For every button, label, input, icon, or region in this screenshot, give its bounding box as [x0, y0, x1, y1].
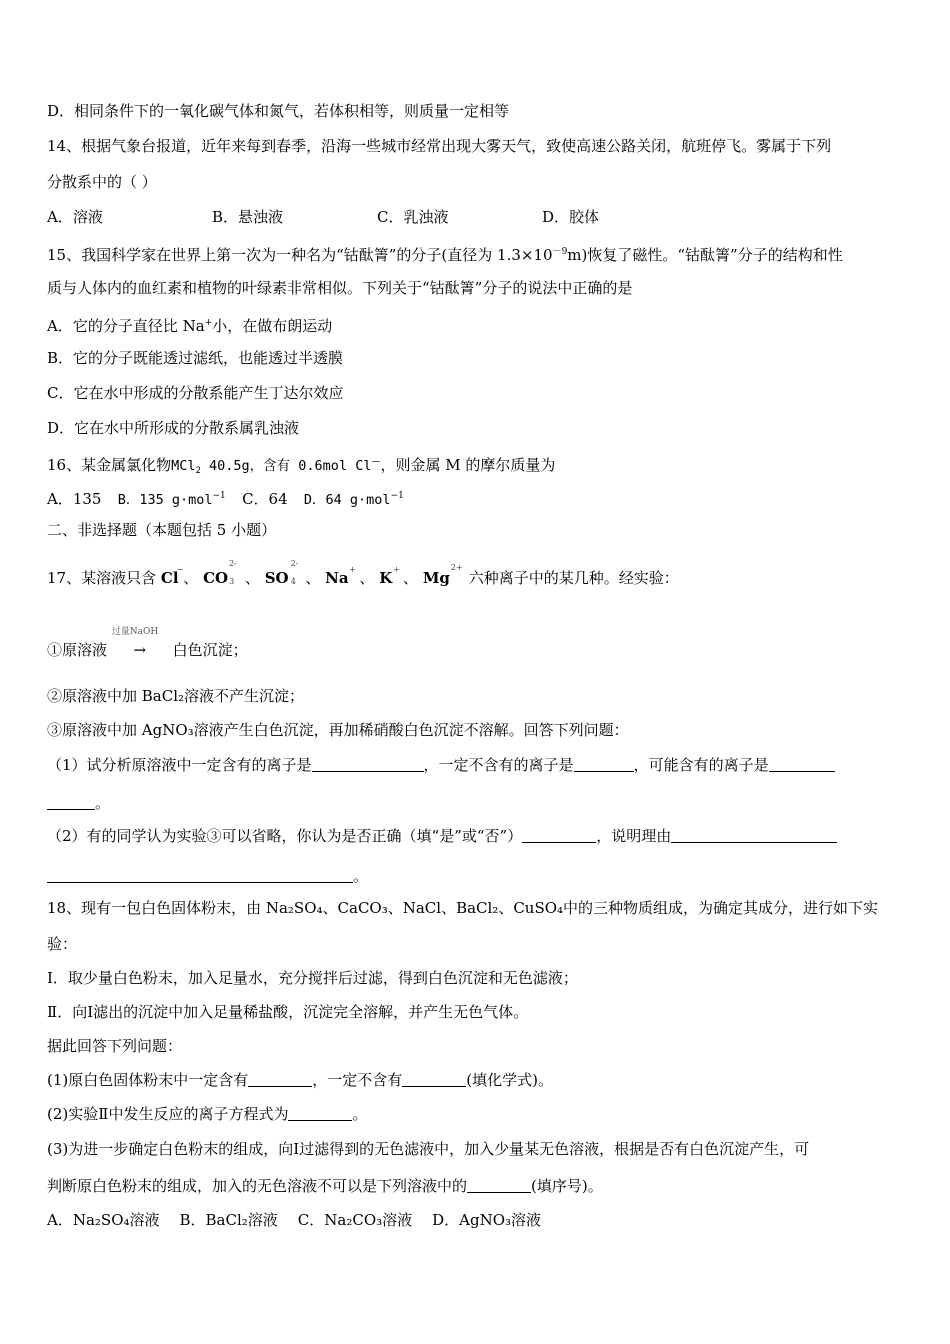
q18-sub1 — [47, 1070, 553, 1090]
answer-blank[interactable] — [288, 1106, 352, 1121]
q18-stem-line1: 18、现有一包白色固体粉末，由 Na₂SO₄、CaCO₃、NaCl、BaCl₂、CuSO₄中的三种物质组成，为确定其成分，进行如下实 — [47, 899, 879, 917]
q17-experiment-3: ③原溶液中加 AgNO₃溶液产生白色沉淀，再加稀硝酸白色沉淀不溶解。回答下列问题： — [47, 721, 629, 739]
q13-option-d: D．相同条件下的一氧化碳气体和氮气，若体积相等，则质量一定相等 — [47, 102, 510, 120]
q14-option-c: C．乳浊液 — [377, 208, 449, 226]
q15-option-d: D．它在水中所形成的分散系属乳浊液 — [47, 419, 300, 437]
q17-sub2-text-b: ，说明理由 — [596, 827, 672, 845]
q18-sub2 — [47, 1104, 367, 1124]
q16-formula-sub: 2 — [195, 466, 201, 476]
answer-blank[interactable] — [248, 1072, 312, 1087]
answer-blank[interactable] — [574, 757, 634, 772]
q18-sub3-text-a: 判断原白色粉末的组成，加入的无色溶液不可以是下列溶液中的 — [47, 1177, 468, 1195]
q15-stem-text-b: m)恢复了磁性。“钴酞箐”分子的结构和性 — [567, 246, 843, 264]
q17-sub2-text-a: （2）有的同学认为实验③可以省略，你认为是否正确（填“是”或“否”） — [47, 827, 523, 845]
q18-step-1: Ⅰ．取少量白色粉末，加入足量水，充分搅拌后过滤，得到白色沉淀和无色滤液； — [47, 969, 578, 987]
q17-sub1-text-b: ，一定不含有的离子是 — [423, 756, 574, 774]
q16-options — [47, 486, 404, 510]
answer-blank[interactable] — [769, 757, 835, 772]
q14-stem-line1: 14、根据气象台报道，近年来每到春季，沿海一些城市经常出现大雾天气，致使高速公路关闭，航班停飞。雾属于下列 — [47, 137, 832, 155]
q17-sub1-text-c: ，可能含有的离子是 — [633, 756, 769, 774]
q18-option-c: C．Na₂CO₃溶液 — [297, 1211, 413, 1229]
q18-sub1-text-a: (1)原白色固体粉末中一定含有 — [47, 1071, 249, 1089]
q17-ion-so4: SO 2- 4 — [264, 559, 299, 587]
answer-blank[interactable] — [312, 757, 424, 772]
section-title: 二、非选择题（本题包括 5 小题） — [47, 521, 277, 539]
q18-sub3-line1: (3)为进一步确定白色粉末的组成，向Ⅰ过滤得到的无色滤液中，加入少量某无色溶液，根据是否有白色沉淀产生，可 — [47, 1140, 810, 1158]
q18-sub2-text-b: 。 — [352, 1105, 368, 1123]
q15-stem-line1 — [47, 242, 843, 265]
q18-options — [47, 1210, 541, 1230]
q18-sub1-text-b: ，一定不含有 — [312, 1071, 403, 1089]
q18-sub1-text-c: (填化学式)。 — [466, 1071, 553, 1089]
q15-stem-line2: 质与人体内的血红素和植物的叶绿素非常相似。下列关于“钴酞箐”分子的说法中正确的是 — [47, 279, 633, 297]
q18-option-a: A．Na₂SO₄溶液 — [47, 1211, 160, 1229]
q17-intro: 17、某溶液只含 — [47, 569, 157, 587]
q17-exp1-pre: ①原溶液 — [47, 641, 108, 659]
arrow-icon: → — [133, 641, 147, 659]
q16-charge: — — [371, 457, 381, 467]
q14-stem-line2: 分散系中的（ ） — [47, 173, 157, 191]
q17-experiment-2: ②原溶液中加 BaCl₂溶液不产生沉淀； — [47, 687, 305, 705]
q17-ion-na: Na + — [325, 565, 356, 587]
q16-stem-mid: 40.5g，含有 0.6mol Cl — [200, 458, 372, 474]
q14-option-a: A．溶液 — [47, 208, 103, 226]
q16-stem-pre: 16、某金属氯化物 — [47, 456, 172, 474]
q16-option-b: B．135 g·mol — [117, 492, 213, 508]
q14-option-b: B．悬浊液 — [212, 208, 284, 226]
q17-ion-co3: CO 2- 3 — [203, 559, 237, 587]
q18-prompt: 据此回答下列问题： — [47, 1037, 183, 1055]
q18-sub3-text-b: (填序号)。 — [531, 1177, 603, 1195]
q18-sub2-text-a: (2)实验Ⅱ中发生反应的离子方程式为 — [47, 1105, 289, 1123]
q17-stem: 17、某溶液只含 Cl − 、 CO 2- 3 、 SO 2- 4 、 Na + 、 K + 、 Mg 2+ 六种离子中的某几种。经实验： — [47, 559, 679, 587]
q18-step-2: Ⅱ．向Ⅰ滤出的沉淀中加入足量稀盐酸，沉淀完全溶解，并产生无色气体。 — [47, 1003, 529, 1021]
q16-option-d-exp: −1 — [390, 491, 404, 501]
q17-ion-cl: Cl − — [160, 565, 184, 587]
q14-option-d: D．胶体 — [542, 208, 600, 226]
q17-ion-mg: Mg 2+ — [422, 563, 463, 587]
q15-option-a — [47, 313, 332, 336]
q17-sub1-text-a: （1）试分析原溶液中一定含有的离子是 — [47, 756, 312, 774]
q16-formula: MCl — [171, 458, 196, 474]
answer-blank[interactable] — [522, 828, 596, 843]
answer-blank[interactable] — [671, 828, 837, 843]
answer-blank[interactable] — [47, 868, 353, 883]
q16-stem-post: ，则金属 M 的摩尔质量为 — [380, 456, 556, 474]
q17-sub2 — [47, 826, 837, 846]
q18-option-d: D．AgNO₃溶液 — [432, 1211, 542, 1229]
q15-option-b: B．它的分子既能透过滤纸，也能透过半透膜 — [47, 349, 344, 367]
q15-option-a-pre: A．它的分子直径比 Na — [47, 317, 205, 335]
q17-sub1 — [47, 755, 835, 775]
q16-option-d: D．64 g·mol — [303, 492, 391, 508]
q15-option-a-charge: + — [204, 318, 213, 328]
q17-outro: 六种离子中的某几种。经实验： — [468, 569, 679, 587]
q17-exp1-post: 白色沉淀； — [172, 641, 248, 659]
q18-stem-line2: 验： — [47, 935, 78, 953]
q15-option-c: C．它在水中形成的分散系能产生丁达尔效应 — [47, 384, 344, 402]
q17-sub2-cont: 。 — [47, 866, 368, 886]
q17-experiment-1 — [47, 627, 248, 660]
q18-sub3-line2 — [47, 1176, 603, 1196]
q16-option-b-exp: −1 — [212, 491, 226, 501]
q16-option-c: C．64 — [242, 490, 288, 508]
q18-option-b: B．BaCl₂溶液 — [179, 1211, 278, 1229]
q17-sub1-cont: 。 — [47, 793, 110, 813]
q15-stem-text-a: 15、我国科学家在世界上第一次为一种名为“钴酞箐”的分子(直径为 1.3×10 — [47, 246, 553, 264]
answer-blank[interactable] — [467, 1178, 531, 1193]
reaction-arrow — [111, 627, 168, 660]
q16-stem — [47, 452, 555, 481]
answer-blank[interactable] — [402, 1072, 466, 1087]
answer-blank[interactable] — [47, 795, 95, 810]
q16-option-a: A．135 — [47, 490, 102, 508]
q15-exponent: －9 — [552, 247, 568, 257]
reaction-arrow-label: 过量NaOH — [111, 627, 159, 637]
q17-ion-k: K + — [379, 565, 400, 587]
q15-option-a-post: 小，在做布朗运动 — [212, 317, 333, 335]
